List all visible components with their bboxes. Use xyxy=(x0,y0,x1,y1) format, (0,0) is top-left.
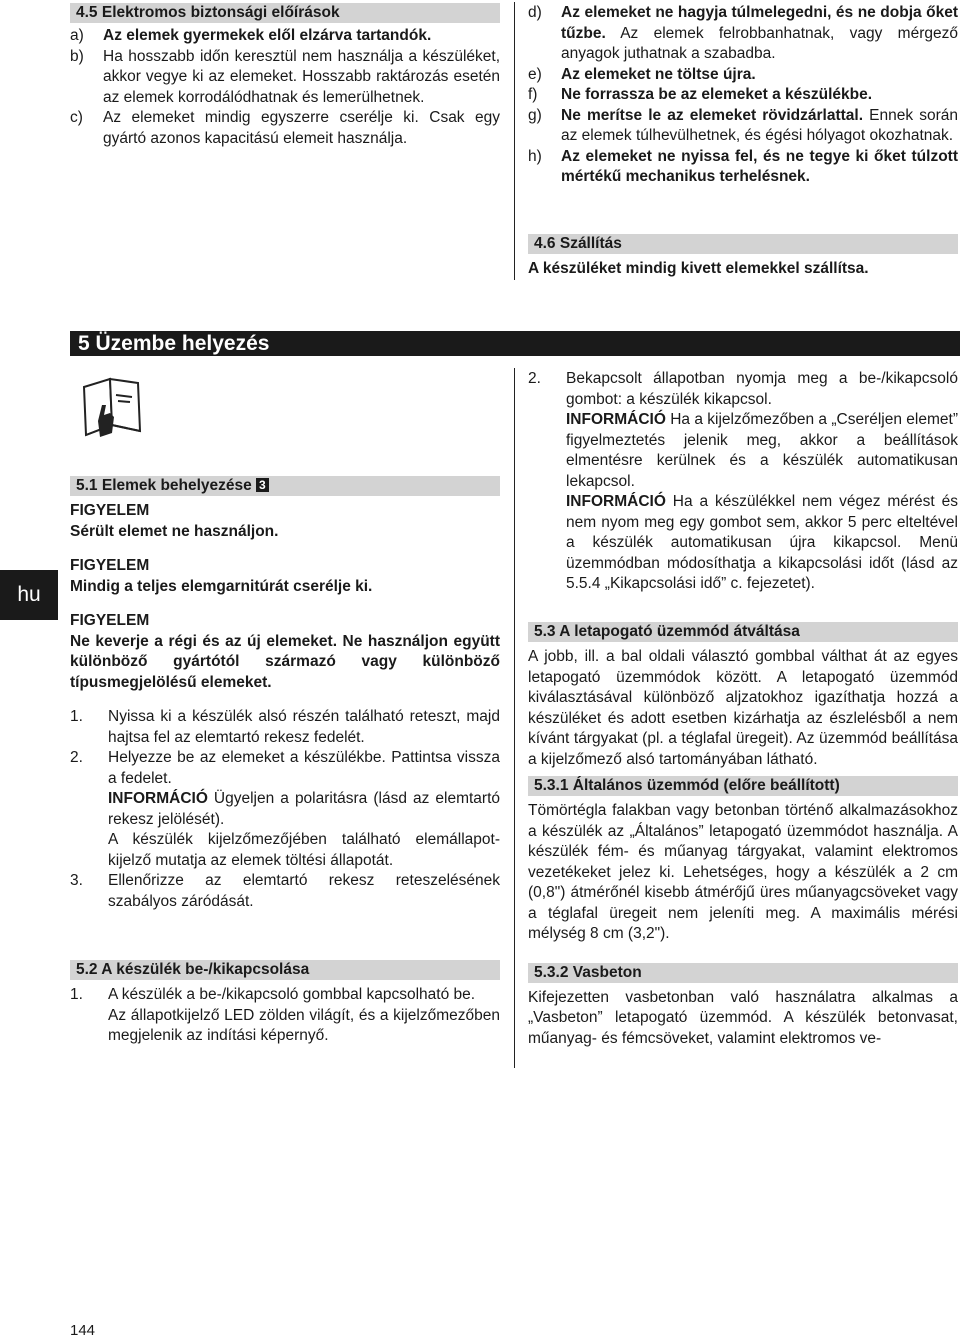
section-5-2-continued xyxy=(528,369,958,595)
section-text: Tömörtégla falakban vagy betonban történő alkalmazásokhoz a készülék az „Általános” letapogató üzemmódot használja. A készülék fém- és műanyag tárgyakat, valamint elektromos vezetékeket jelez ki. Lehetséges, hogy a készülék a 2 cm (0,8") átmérőnél kisebb átmérőjű üres műanyagcsöveket vagy a téglafal üregeit nem jeleníti meg. A maximális mérési mélység 8 cm (3,2"). xyxy=(528,802,958,942)
step-item: 1. Nyissa ki a készülék alsó részén található reteszt, majd hajtsa fel az elemtartó rekesz fedelét. xyxy=(70,708,500,746)
read-manual-icon xyxy=(80,375,146,445)
section-text: A jobb, ill. a bal oldali választó gombbal válthat át az egyes letapogató üzemmódok között. A letapogató üzemmód kiválasztásával különböző aljzatokhoz igazíthatja hozzá a készüléket és adott esetben kizárhatja az észlelésből a nem kívánt tárgyakat (pl. a téglafal üregeit). Az üzemmód beállítása a kijelzőmező alsó tartományában látható. xyxy=(528,648,958,768)
list-item: f) Ne forrassza be az elemeket a készülékbe. xyxy=(528,86,873,103)
figure-reference: 3 xyxy=(256,478,269,492)
section-4-6 xyxy=(528,234,958,280)
section-title: 5.3 A letapogató üzemmód átváltása xyxy=(528,622,958,642)
list-item: b) Ha hosszabb időn keresztül nem használja a készüléket, akkor vegye ki az elemeket. Hosszabb raktározás esetén az elemek korrodálódhatnak és lemerülhetnek. xyxy=(70,47,500,106)
info-label: INFORMÁCIÓ xyxy=(566,493,666,510)
step-item: 2. Bekapcsolt állapotban nyomja meg a be-/kikapcsoló gombot: a készülék kikapcsol. INFORMÁCIÓ Ha a kijelzőmezőben a „Cseréljen elemet” figyelmeztetés jelenik meg, akkor a beállítások elmentésre kerülnek és a készülék automatikusan lekapcsol. INFORMÁCIÓ Ha a készülékkel nem végez mérést és nem nyom meg egy gombot sem, akkor 5 perc elteltével a készülék automatikusan újra kikapcsol. Menü üzemmódban módosíthatja a kikapcsolási időt (lásd az 5.5.4 „Kikapcsolási idő” c. fejezetet). xyxy=(528,370,958,592)
page-number: 144 xyxy=(70,1322,96,1339)
column-divider xyxy=(514,2,515,280)
warning-text: Mindig a teljes elemgarnitúrát cserélje ki. xyxy=(70,577,373,595)
list-item: c) Az elemeket mindig egyszerre cserélje ki. Csak egy gyártó azonos kapacitású elemeit használja. xyxy=(70,109,500,147)
section-text: A készüléket mindig kivett elemekkel szállítsa. xyxy=(528,260,869,277)
section-title: 4.5 Elektromos biztonsági előírások xyxy=(70,3,500,23)
info-label: INFORMÁCIÓ xyxy=(108,790,208,807)
step-item: 2. Helyezze be az elemeket a készülékbe. Pattintsa vissza a fedelet. INFORMÁCIÓ Ügyeljen a polaritásra (lásd az elemtartó rekesz jelölését). A készülék kijelzőmezőjében található elemállapot-kijelző mutatja az elemek töltési állapotát. xyxy=(70,749,500,869)
section-title: 5.1 Elemek behelyezése 3 xyxy=(70,476,500,496)
column-divider xyxy=(514,368,515,1068)
section-title: 5.3.2 Vasbeton xyxy=(528,963,958,983)
warning-label: FIGYELEM xyxy=(70,557,150,574)
section-text: Kifejezetten vasbetonban való használatra alkalmas a „Vasbeton” letapogató üzemmód. A készülék betonvasat, műanyag- és fémcsöveket, valamint elektromos ve- xyxy=(528,988,958,1047)
list-item: a) Az elemek gyermekek elől elzárva tartandók. xyxy=(70,27,432,44)
section-title: 4.6 Szállítás xyxy=(528,234,958,254)
section-4-5 xyxy=(70,3,500,149)
list-item: g) Ne merítse le az elemeket rövidzárlattal. Ennek során az elemek túlhevülhetnek, és égési hólyagot okozhatnak. xyxy=(528,106,958,144)
step-item: 3. Ellenőrizze az elemtartó rekesz reteszelésének szabályos záródását. xyxy=(70,872,500,910)
language-tab: hu xyxy=(0,570,58,620)
section-5-1 xyxy=(70,476,500,912)
info-label: INFORMÁCIÓ xyxy=(566,411,666,428)
section-5-2 xyxy=(70,960,500,1047)
list-item: h) Az elemeket ne nyissa fel, és ne tegye ki őket túlzott mértékű mechanikus terhelésnek. xyxy=(528,147,958,185)
section-title: 5.3.1 Általános üzemmód (előre beállított) xyxy=(528,776,958,796)
warning-label: FIGYELEM xyxy=(70,502,150,519)
list-item: e) Az elemeket ne töltse újra. xyxy=(528,65,756,83)
step-item: 1. A készülék a be-/kikapcsoló gombbal kapcsolható be. Az állapotkijelző LED zölden világít, és a kijelzőmezőben megjelenik az indítási képernyő. xyxy=(70,986,500,1044)
warning-text: Ne keverje a régi és az új elemeket. Ne használjon együtt különböző gyártótól származó vagy különböző típusmegjelölésű elemeket. xyxy=(70,632,500,691)
warning-text: Sérült elemet ne használjon. xyxy=(70,522,279,540)
section-5-3 xyxy=(528,622,958,1049)
chapter-title: 5 Üzembe helyezés xyxy=(70,331,960,356)
section-4-5-continued xyxy=(528,3,958,188)
warning-label: FIGYELEM xyxy=(70,612,150,629)
list-item: d) Az elemeket ne hagyja túlmelegedni, és ne dobja őket tűzbe. Az elemek felrobbanhatnak, vagy mérgező anyagok juthatnak a szabadba. xyxy=(528,4,958,62)
section-title: 5.2 A készülék be-/kikapcsolása xyxy=(70,960,500,980)
